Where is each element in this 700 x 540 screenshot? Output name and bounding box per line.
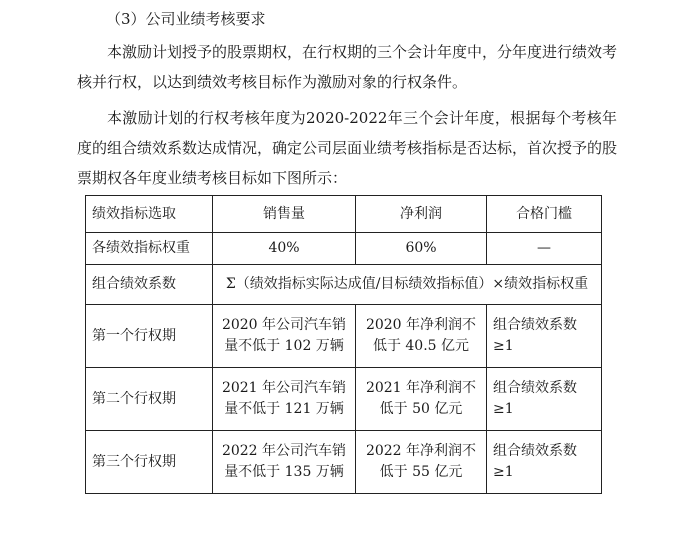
header-net-profit: 净利润: [356, 196, 487, 233]
header-sales-volume: 销售量: [213, 196, 356, 233]
weights-label: 各绩效指标权重: [86, 233, 213, 265]
period-profit-target: 2020 年净利润不低于 40.5 亿元: [356, 305, 487, 368]
combo-formula: Σ（绩效指标实际达成值/目标绩效指标值）×绩效指标权重: [213, 265, 602, 305]
period-name: 第三个行权期: [86, 431, 213, 494]
period-threshold: 组合绩效系数≥1: [487, 431, 602, 494]
weight-threshold: —: [487, 233, 602, 265]
table-row-period-1: [86, 305, 602, 368]
performance-assessment-table: [85, 195, 602, 494]
header-indicator-selection: 绩效指标选取: [86, 196, 213, 233]
table-row-weights: [86, 233, 602, 265]
period-sales-target: 2021 年公司汽车销量不低于 121 万辆: [213, 368, 356, 431]
period-profit-target: 2021 年净利润不低于 50 亿元: [356, 368, 487, 431]
weight-sales: 40%: [213, 233, 356, 265]
period-sales-target: 2020 年公司汽车销量不低于 102 万辆: [213, 305, 356, 368]
paragraph-exercise-conditions: 本激励计划授予的股票期权，在行权期的三个会计年度中，分年度进行绩效考核并行权，以达到绩效考核目标作为激励对象的行权条件。: [77, 43, 618, 91]
period-threshold: 组合绩效系数≥1: [487, 305, 602, 368]
period-name: 第一个行权期: [86, 305, 213, 368]
paragraph-assessment-years: 本激励计划的行权考核年度为2020-2022年三个会计年度，根据每个考核年度的组合绩效系数达成情况，确定公司层面业绩考核指标是否达标，首次授予的股票期权各年度业绩考核目标如下图所示：: [77, 109, 618, 187]
table-header-row: [86, 196, 602, 233]
period-threshold: 组合绩效系数≥1: [487, 368, 602, 431]
header-qualification-threshold: 合格门槛: [487, 196, 602, 233]
table-row-period-2: [86, 368, 602, 431]
table-row-period-3: [86, 431, 602, 494]
weight-profit: 60%: [356, 233, 487, 265]
combo-label: 组合绩效系数: [86, 265, 213, 305]
table-row-combo-coefficient: [86, 265, 602, 305]
period-name: 第二个行权期: [86, 368, 213, 431]
period-sales-target: 2022 年公司汽车销量不低于 135 万辆: [213, 431, 356, 494]
period-profit-target: 2022 年净利润不低于 55 亿元: [356, 431, 487, 494]
section-heading: （3）公司业绩考核要求: [106, 10, 266, 28]
